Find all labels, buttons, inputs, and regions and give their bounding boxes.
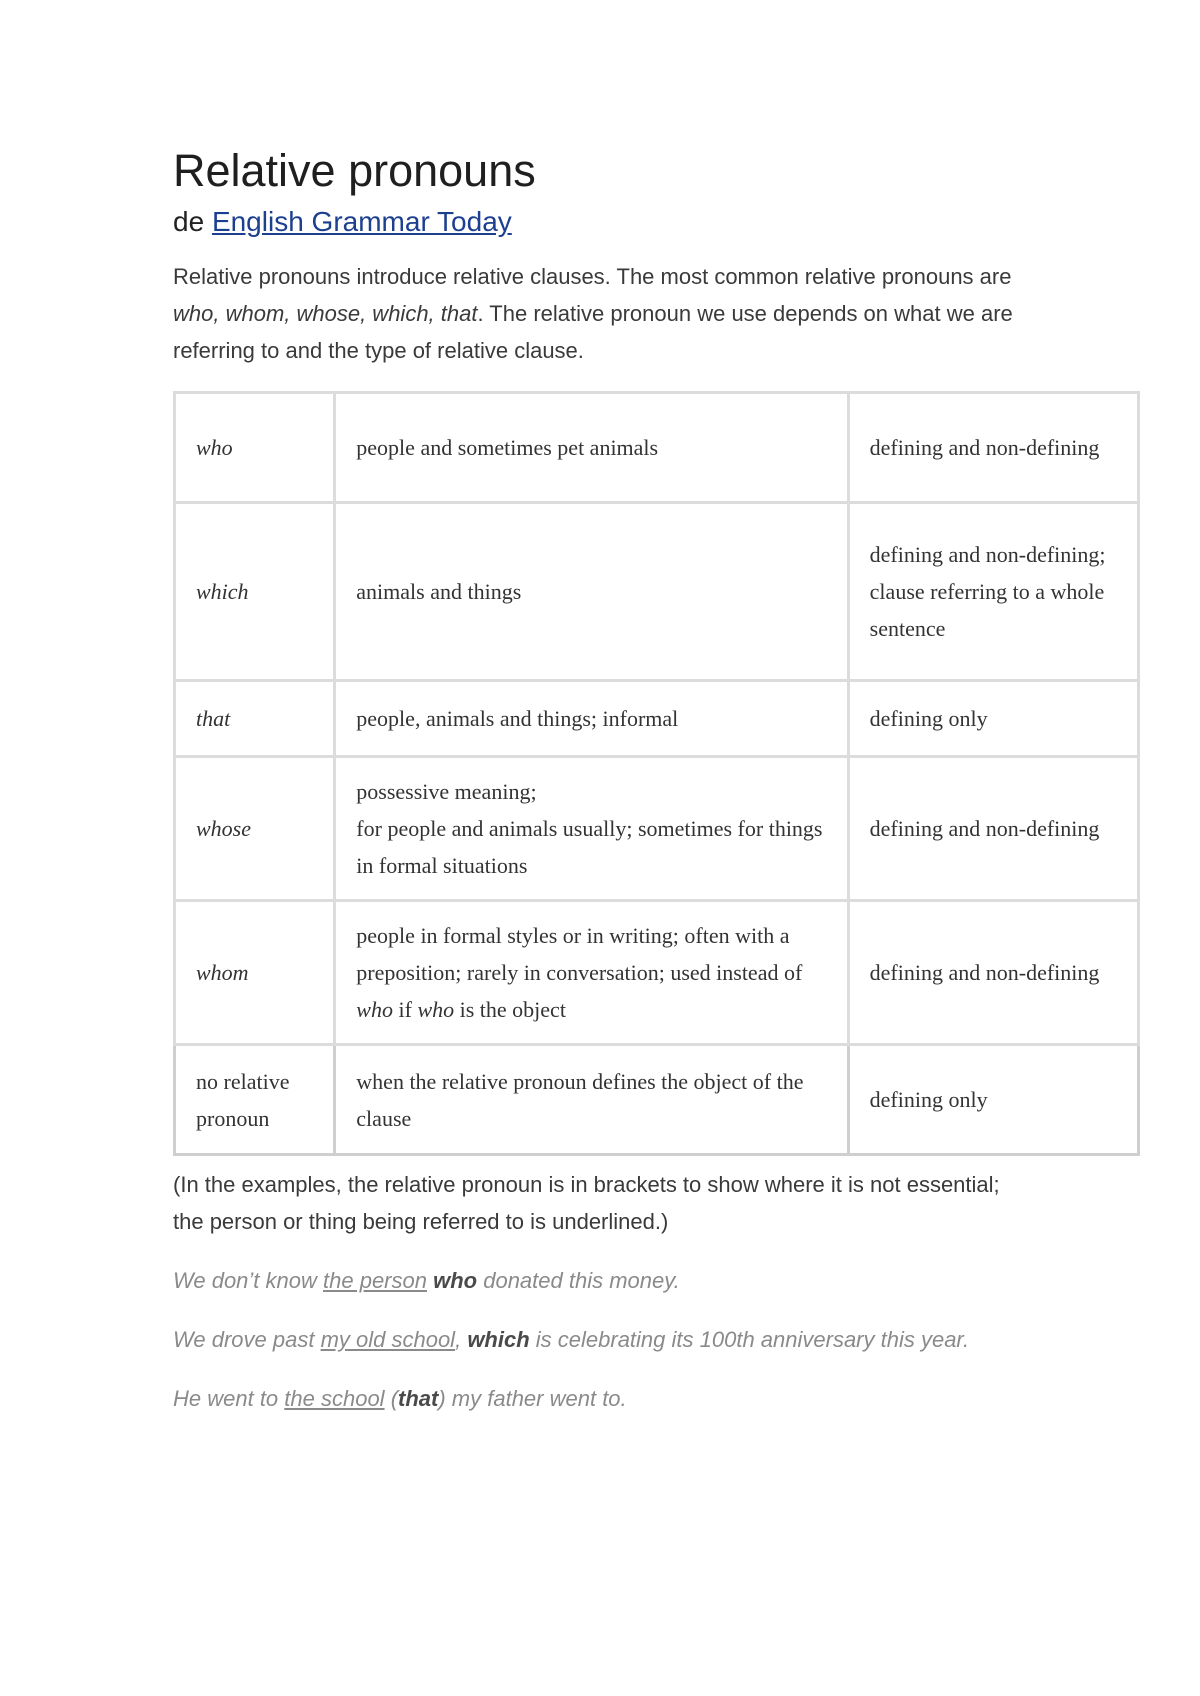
- pronoun-label: which: [196, 579, 249, 604]
- use-line-2: for people and animals usually; sometimes for things in formal situations: [356, 816, 823, 878]
- table-row: [175, 503, 1139, 681]
- clause-cell: defining and non-defining; clause referring to a whole sentence: [848, 503, 1138, 681]
- example-text: He went to: [173, 1386, 285, 1411]
- use-line-1: possessive meaning;: [356, 779, 537, 804]
- intro-paragraph: [173, 258, 1033, 369]
- pronoun-label: that: [196, 706, 231, 731]
- example-referent: the person: [323, 1268, 427, 1293]
- use-cell: animals and things: [335, 503, 848, 681]
- use-cell: people and sometimes pet animals: [335, 393, 848, 503]
- use-italic-who: who: [356, 997, 393, 1022]
- document-page: [173, 142, 1140, 1439]
- table-row: [175, 681, 1139, 757]
- pronoun-cell: [175, 393, 335, 503]
- intro-text-2: . The relative pronoun we use depends on what we are referring to and the type of relative clause.: [173, 301, 1013, 363]
- example-text: ) my father went to.: [438, 1386, 627, 1411]
- source-prefix: de: [173, 206, 205, 237]
- clause-cell: defining and non-defining: [848, 393, 1138, 503]
- use-text: if: [392, 997, 418, 1022]
- clause-cell: defining and non-defining: [848, 901, 1138, 1045]
- page-title: Relative pronouns: [173, 145, 536, 196]
- example-pronoun: that: [398, 1386, 439, 1411]
- use-cell: [335, 901, 848, 1045]
- table-row: [175, 1045, 1139, 1155]
- clause-cell: defining only: [848, 681, 1138, 757]
- pronoun-cell: no relative pronoun: [175, 1045, 335, 1155]
- example-sentence: [173, 1321, 1033, 1358]
- source-line: [173, 204, 1140, 240]
- example-text: is celebrating its 100th anniversary this year.: [529, 1327, 970, 1352]
- pronoun-label: who: [196, 435, 233, 460]
- pronoun-cell: [175, 901, 335, 1045]
- source-link[interactable]: English Grammar Today: [211, 206, 512, 237]
- examples-note: (In the examples, the relative pronoun is in brackets to show where it is not essential; the person or thing being referred to is underlined.): [173, 1172, 1000, 1234]
- intro-pronoun-list: who, whom, whose, which, that: [173, 301, 478, 326]
- example-referent: the school: [284, 1386, 385, 1411]
- pronoun-cell: [175, 681, 335, 757]
- use-cell: people, animals and things; informal: [335, 681, 848, 757]
- example-text: donated this money.: [477, 1268, 680, 1293]
- example-text: ,: [455, 1327, 468, 1352]
- example-sentence: [173, 1380, 1033, 1417]
- use-cell: when the relative pronoun defines the object of the clause: [335, 1045, 848, 1155]
- table-row: [175, 757, 1139, 901]
- use-text: is the object: [454, 997, 566, 1022]
- example-sentence: [173, 1262, 1033, 1299]
- pronoun-cell: [175, 503, 335, 681]
- example-text: We drove past: [173, 1327, 321, 1352]
- example-referent: my old school: [320, 1327, 456, 1352]
- intro-text-1: Relative pronouns introduce relative clauses. The most common relative pronouns are: [173, 264, 1012, 289]
- example-text: (: [384, 1386, 399, 1411]
- use-text: people in formal styles or in writing; often with a preposition; rarely in conversation; used instead of: [356, 923, 803, 985]
- pronoun-label: whose: [196, 816, 251, 841]
- table-row: [175, 393, 1139, 503]
- use-cell: [335, 757, 848, 901]
- example-pronoun: which: [467, 1327, 530, 1352]
- pronoun-cell: [175, 757, 335, 901]
- pronoun-label: whom: [196, 960, 249, 985]
- use-italic-who: who: [417, 997, 455, 1022]
- example-text: We don’t know: [173, 1268, 324, 1293]
- pronoun-table: [173, 391, 1140, 1156]
- table-row: [175, 901, 1139, 1045]
- clause-cell: defining only: [848, 1045, 1138, 1155]
- example-pronoun: who: [433, 1268, 478, 1293]
- clause-cell: defining and non-defining: [848, 757, 1138, 901]
